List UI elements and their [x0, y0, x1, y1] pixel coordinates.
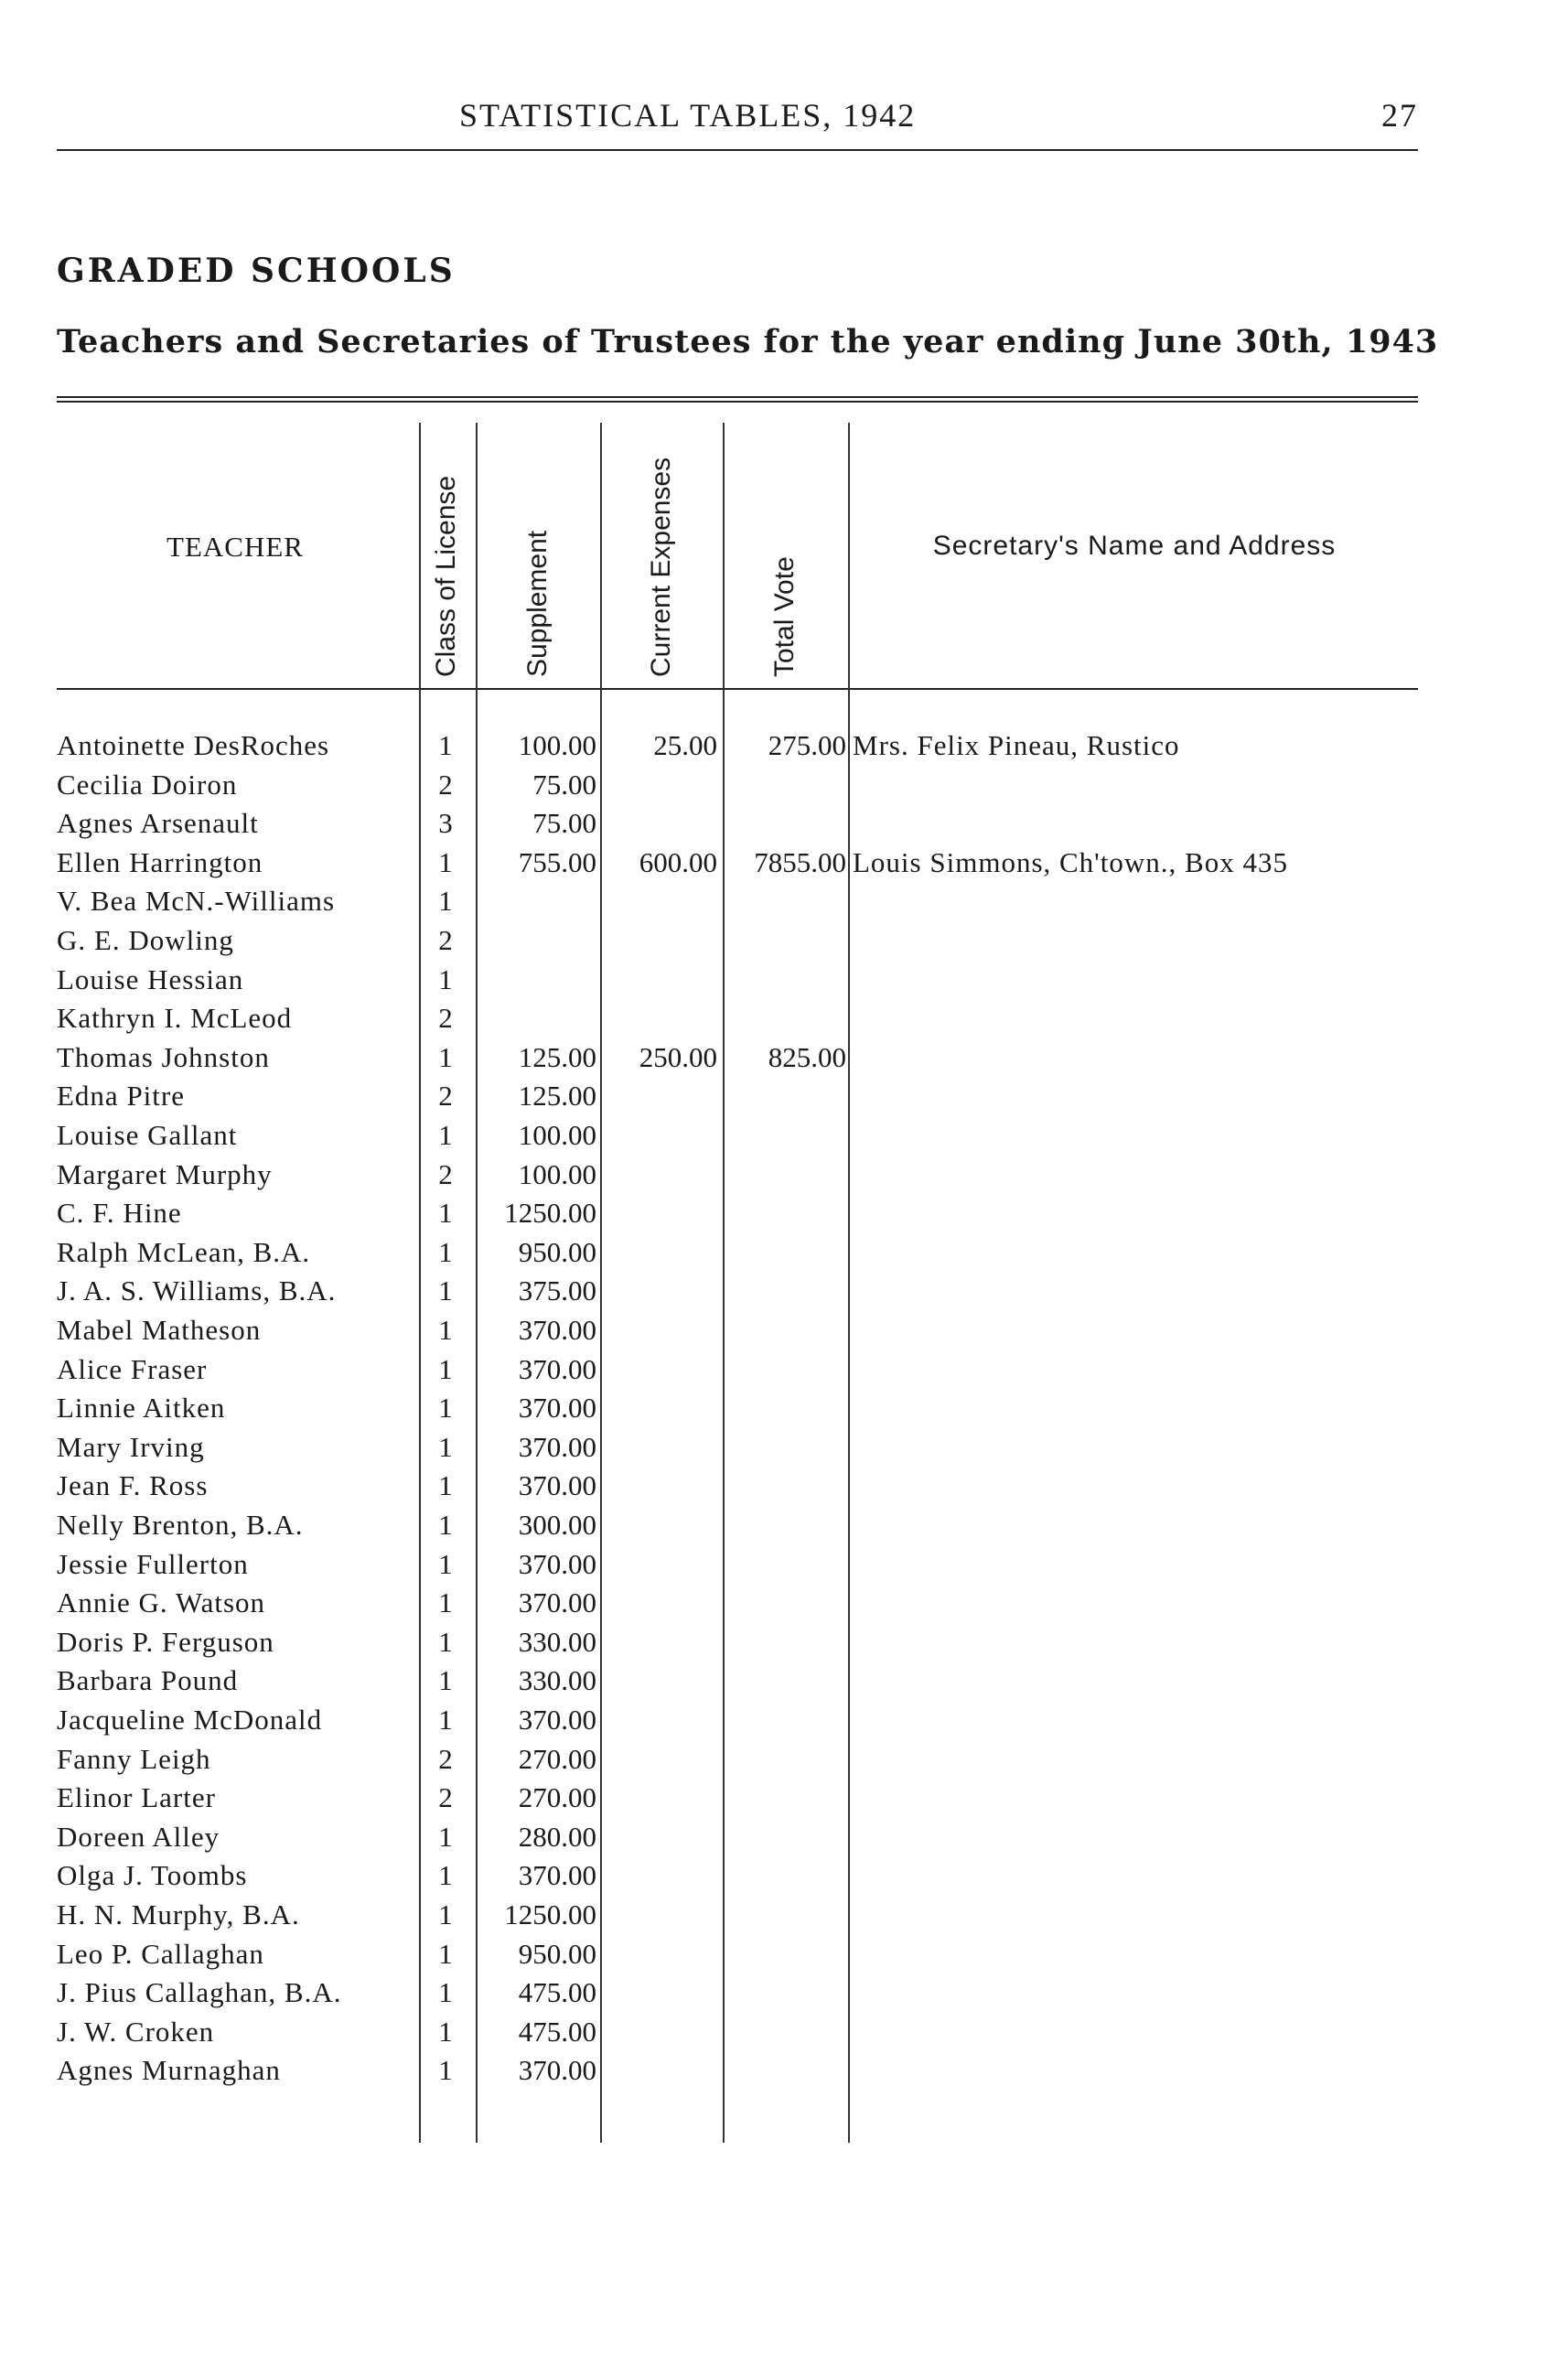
class-of-license-value: 1 [438, 1547, 453, 1580]
table-row [0, 1002, 1568, 1041]
class-of-license-value: 1 [438, 2015, 453, 2048]
current-expenses-value: 250.00 [639, 1040, 717, 1073]
table-row [0, 1158, 1568, 1198]
table-row [0, 1548, 1568, 1587]
table-row [0, 1353, 1568, 1393]
table-row [0, 2016, 1568, 2055]
teacher-name: Agnes Murnaghan [57, 2054, 281, 2087]
supplement-value: 75.00 [532, 807, 596, 840]
teacher-name: Jacqueline McDonald [57, 1704, 323, 1736]
teacher-name: Nelly Brenton, B.A. [57, 1509, 304, 1541]
teacher-name: V. Bea McN.-Williams [57, 885, 336, 918]
class-of-license-value: 1 [438, 1352, 453, 1385]
teacher-name: Elinor Larter [57, 1781, 216, 1814]
teacher-name: Barbara Pound [57, 1664, 239, 1697]
table-row [0, 1469, 1568, 1509]
total-vote-value: 275.00 [768, 729, 846, 761]
secretary-value: Louis Simmons, Ch'town., Box 435 [853, 845, 1288, 878]
supplement-value: 950.00 [518, 1235, 596, 1268]
table-header-rule [57, 688, 1418, 690]
supplement-value: 270.00 [518, 1742, 596, 1775]
secretary-value: Mrs. Felix Pineau, Rustico [853, 729, 1180, 761]
table-row [0, 1704, 1568, 1743]
supplement-value: 370.00 [518, 1392, 596, 1425]
class-of-license-value: 1 [438, 1820, 453, 1853]
class-of-license-value: 1 [438, 962, 453, 995]
header-rule [57, 149, 1418, 151]
table-row [0, 2054, 1568, 2093]
table-row [0, 1080, 1568, 1119]
table-row [0, 1898, 1568, 1938]
teacher-name: Ellen Harrington [57, 845, 263, 878]
class-of-license-value: 1 [438, 1586, 453, 1619]
supplement-value: 100.00 [518, 1157, 596, 1190]
table-top-rule [57, 396, 1418, 398]
class-of-license-value: 1 [438, 1119, 453, 1151]
supplement-value: 370.00 [518, 1469, 596, 1502]
supplement-value: 75.00 [532, 768, 596, 801]
class-of-license-value: 2 [438, 924, 453, 956]
supplement-value: 370.00 [518, 2054, 596, 2087]
table-row [0, 807, 1568, 846]
class-of-license-value: 1 [438, 1509, 453, 1541]
teacher-name: Olga J. Toombs [57, 1859, 248, 1892]
running-title: STATISTICAL TABLES, 1942 [459, 97, 917, 134]
table-row [0, 1314, 1568, 1353]
supplement-value: 370.00 [518, 1547, 596, 1580]
table-row [0, 1586, 1568, 1626]
table-row [0, 1781, 1568, 1821]
table-row [0, 1743, 1568, 1782]
teacher-name: Cecilia Doiron [57, 768, 238, 801]
class-of-license-value: 1 [438, 1430, 453, 1463]
table-row [0, 1274, 1568, 1314]
table-row [0, 769, 1568, 808]
supplement-value: 1250.00 [504, 1898, 596, 1930]
teacher-name: Leo P. Callaghan [57, 1937, 264, 1970]
teacher-name: G. E. Dowling [57, 924, 234, 956]
table-top-rule-double [57, 401, 1418, 403]
table-row [0, 1509, 1568, 1548]
total-vote-value: 7855.00 [754, 845, 846, 878]
teacher-name: Agnes Arsenault [57, 807, 259, 840]
page-number: 27 [1381, 97, 1418, 134]
class-of-license-value: 1 [438, 1664, 453, 1697]
teacher-name: J. A. S. Williams, B.A. [57, 1274, 337, 1307]
teacher-name: Ralph McLean, B.A. [57, 1235, 311, 1268]
table-row [0, 963, 1568, 1003]
supplement-value: 755.00 [518, 845, 596, 878]
teacher-name: C. F. Hine [57, 1197, 182, 1230]
table-row [0, 885, 1568, 924]
class-of-license-value: 1 [438, 1314, 453, 1346]
class-of-license-value: 1 [438, 1235, 453, 1268]
class-of-license-value: 1 [438, 1392, 453, 1425]
table-row [0, 1626, 1568, 1665]
teacher-name: Margaret Murphy [57, 1157, 273, 1190]
column-header-total-vote: Total Vote [769, 556, 800, 677]
table-row [0, 846, 1568, 886]
teacher-name: Fanny Leigh [57, 1742, 211, 1775]
teacher-name: Edna Pitre [57, 1080, 185, 1113]
table-row [0, 1664, 1568, 1704]
teacher-name: Annie G. Watson [57, 1586, 266, 1619]
class-of-license-value: 1 [438, 1274, 453, 1307]
supplement-value: 950.00 [518, 1937, 596, 1970]
table-row [0, 1236, 1568, 1275]
teacher-name: J. W. Croken [57, 2015, 215, 2048]
teacher-name: Kathryn I. McLeod [57, 1002, 293, 1035]
class-of-license-value: 1 [438, 1937, 453, 1970]
table-row [0, 1041, 1568, 1081]
supplement-value: 330.00 [518, 1664, 596, 1697]
table-row [0, 1431, 1568, 1470]
teacher-name: Thomas Johnston [57, 1040, 270, 1073]
class-of-license-value: 1 [438, 1898, 453, 1930]
current-expenses-value: 600.00 [639, 845, 717, 878]
teacher-name: Doreen Alley [57, 1820, 220, 1853]
teacher-name: Doris P. Ferguson [57, 1625, 274, 1658]
table-row [0, 1821, 1568, 1860]
class-of-license-value: 1 [438, 1704, 453, 1736]
supplement-value: 280.00 [518, 1820, 596, 1853]
table-row [0, 1859, 1568, 1898]
class-of-license-value: 2 [438, 1742, 453, 1775]
class-of-license-value: 1 [438, 1040, 453, 1073]
column-header-supplement: Supplement [522, 530, 553, 677]
supplement-value: 475.00 [518, 2015, 596, 2048]
teacher-name: Jessie Fullerton [57, 1547, 249, 1580]
teacher-name: H. N. Murphy, B.A. [57, 1898, 300, 1930]
teacher-name: Mabel Matheson [57, 1314, 262, 1346]
section-subtitle: Teachers and Secretaries of Trustees for the year ending June 30th, 1943 [57, 323, 1439, 360]
teacher-name: Louise Hessian [57, 962, 244, 995]
supplement-value: 370.00 [518, 1859, 596, 1892]
class-of-license-value: 1 [438, 885, 453, 918]
supplement-value: 375.00 [518, 1274, 596, 1307]
running-head [57, 96, 1418, 147]
teacher-name: Jean F. Ross [57, 1469, 209, 1502]
class-of-license-value: 2 [438, 1002, 453, 1035]
supplement-value: 300.00 [518, 1509, 596, 1541]
column-header-class-of-license: Class of License [431, 475, 461, 677]
supplement-value: 370.00 [518, 1352, 596, 1385]
supplement-value: 370.00 [518, 1430, 596, 1463]
class-of-license-value: 1 [438, 1469, 453, 1502]
supplement-value: 125.00 [518, 1040, 596, 1073]
teacher-name: J. Pius Callaghan, B.A. [57, 1976, 342, 2009]
current-expenses-value: 25.00 [653, 729, 717, 761]
class-of-license-value: 2 [438, 1157, 453, 1190]
class-of-license-value: 2 [438, 1781, 453, 1814]
teacher-name: Alice Fraser [57, 1352, 208, 1385]
teacher-name: Mary Irving [57, 1430, 205, 1463]
supplement-value: 370.00 [518, 1586, 596, 1619]
supplement-value: 475.00 [518, 1976, 596, 2009]
class-of-license-value: 3 [438, 807, 453, 840]
class-of-license-value: 1 [438, 1625, 453, 1658]
supplement-value: 330.00 [518, 1625, 596, 1658]
teacher-name: Antoinette DesRoches [57, 729, 330, 761]
section-title: GRADED SCHOOLS [57, 252, 456, 290]
column-header-teacher: TEACHER [166, 531, 304, 563]
supplement-value: 100.00 [518, 729, 596, 761]
table-row [0, 1392, 1568, 1431]
class-of-license-value: 1 [438, 1976, 453, 2009]
class-of-license-value: 1 [438, 1859, 453, 1892]
table-row [0, 924, 1568, 963]
table-row [0, 729, 1568, 769]
table-row [0, 1976, 1568, 2016]
supplement-value: 125.00 [518, 1080, 596, 1113]
class-of-license-value: 1 [438, 845, 453, 878]
teacher-name: Louise Gallant [57, 1119, 238, 1151]
total-vote-value: 825.00 [768, 1040, 846, 1073]
supplement-value: 270.00 [518, 1781, 596, 1814]
column-header-current-expenses: Current Expenses [646, 457, 676, 677]
class-of-license-value: 2 [438, 768, 453, 801]
table-row [0, 1197, 1568, 1236]
class-of-license-value: 1 [438, 729, 453, 761]
class-of-license-value: 1 [438, 2054, 453, 2087]
teacher-name: Linnie Aitken [57, 1392, 226, 1425]
supplement-value: 370.00 [518, 1314, 596, 1346]
supplement-value: 100.00 [518, 1119, 596, 1151]
class-of-license-value: 1 [438, 1197, 453, 1230]
table-row [0, 1119, 1568, 1158]
supplement-value: 1250.00 [504, 1197, 596, 1230]
class-of-license-value: 2 [438, 1080, 453, 1113]
column-header-secretary: Secretary's Name and Address [932, 531, 1337, 561]
supplement-value: 370.00 [518, 1704, 596, 1736]
table-row [0, 1938, 1568, 1977]
